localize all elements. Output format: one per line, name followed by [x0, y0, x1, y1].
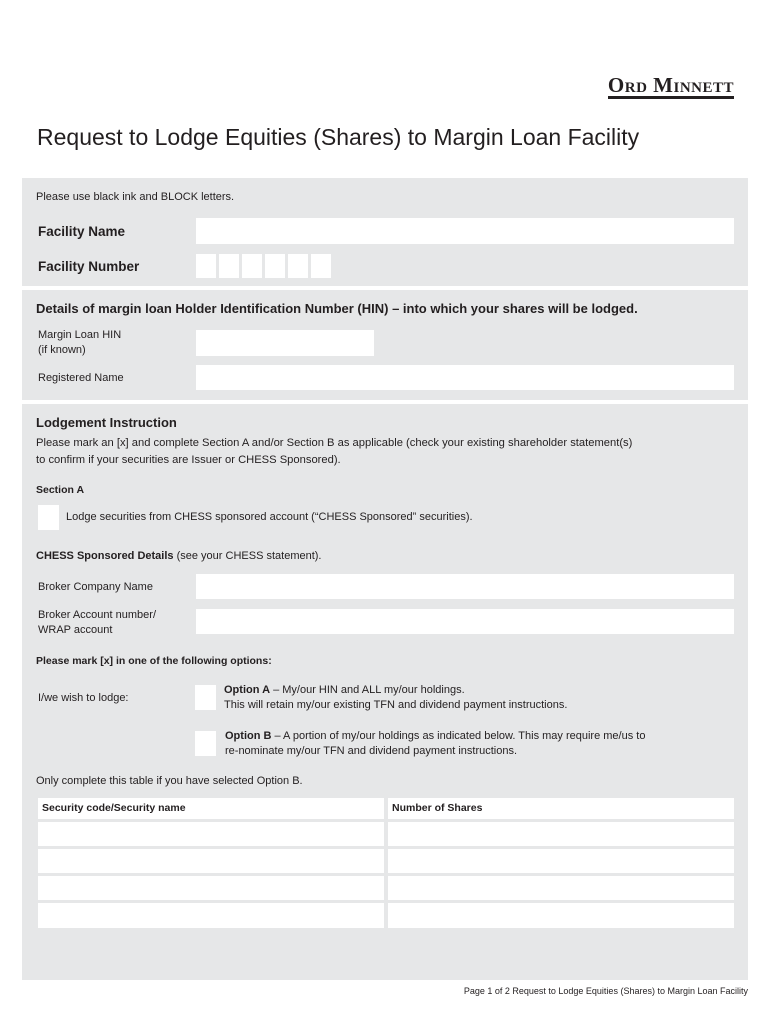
margin-hin-field[interactable] — [196, 330, 374, 356]
table-row-4-security[interactable] — [38, 903, 384, 928]
broker-account-field[interactable] — [196, 609, 734, 634]
option-b-checkbox[interactable] — [195, 731, 216, 756]
mark-options-label: Please mark [x] in one of the following options: — [36, 655, 272, 667]
wish-to-lodge-label: I/we wish to lodge: — [38, 692, 129, 704]
facility-number-box-6[interactable] — [311, 254, 331, 278]
lodgement-panel — [22, 404, 748, 980]
facility-number-box-1[interactable] — [196, 254, 216, 278]
lodgement-instruction-2: to confirm if your securities are Issuer or CHESS Sponsored). — [36, 454, 341, 466]
hin-panel — [22, 290, 748, 400]
option-b-line-2: re-nominate my/our TFN and dividend payment instructions. — [225, 745, 518, 757]
hin-heading: Details of margin loan Holder Identification Number (HIN) – into which your shares will be lodged. — [36, 301, 638, 316]
facility-name-field[interactable] — [196, 218, 734, 244]
facility-panel — [22, 178, 748, 286]
broker-company-field[interactable] — [196, 574, 734, 599]
table-row-3-shares[interactable] — [388, 876, 734, 900]
table-note: Only complete this table if you have selected Option B. — [36, 775, 303, 787]
registered-name-label: Registered Name — [38, 372, 124, 384]
chess-details-heading: CHESS Sponsored Details (see your CHESS statement). — [36, 550, 322, 562]
broker-account-label-1: Broker Account number/ — [38, 609, 157, 621]
facility-number-box-3[interactable] — [242, 254, 262, 278]
facility-name-label: Facility Name — [38, 224, 126, 239]
table-row-2-security[interactable] — [38, 849, 384, 873]
facility-number-box-4[interactable] — [265, 254, 285, 278]
facility-number-box-5[interactable] — [288, 254, 308, 278]
table-header-shares: Number of Shares — [388, 798, 734, 819]
facility-number-label: Facility Number — [38, 259, 140, 274]
broker-account-label-2: WRAP account — [38, 624, 113, 636]
section-a-label: Section A — [36, 484, 85, 496]
page-title: Request to Lodge Equities (Shares) to Margin Loan Facility — [37, 124, 640, 150]
ink-instruction: Please use black ink and BLOCK letters. — [36, 191, 235, 203]
lodgement-heading: Lodgement Instruction — [36, 415, 177, 430]
page-footer: Page 1 of 2 Request to Lodge Equities (Shares) to Margin Loan Facility — [463, 986, 748, 996]
table-row-2-shares[interactable] — [388, 849, 734, 873]
margin-hin-label-2: (if known) — [38, 344, 86, 356]
option-a-line-1: Option A – My/our HIN and ALL my/our holdings. — [224, 684, 465, 696]
table-row-4-shares[interactable] — [388, 903, 734, 928]
section-a-option-text: Lodge securities from CHESS sponsored account (“CHESS Sponsored” securities). — [66, 511, 473, 523]
table-row-1-security[interactable] — [38, 822, 384, 846]
table-row-3-security[interactable] — [38, 876, 384, 900]
option-b-line-1: Option B – A portion of my/our holdings as indicated below. This may require me/us to — [225, 730, 646, 742]
lodgement-instruction-1: Please mark an [x] and complete Section A and/or Section B as applicable (check your existing shareholder statement(s) — [36, 437, 633, 449]
option-a-line-2: This will retain my/our existing TFN and dividend payment instructions. — [224, 699, 568, 711]
brand-logo: Ord Minnett — [607, 73, 734, 97]
option-a-checkbox[interactable] — [195, 685, 216, 710]
table-row-1-shares[interactable] — [388, 822, 734, 846]
facility-number-box-2[interactable] — [219, 254, 239, 278]
margin-hin-label-1: Margin Loan HIN — [38, 329, 122, 341]
section-a-checkbox[interactable] — [38, 505, 59, 530]
table-header-security: Security code/Security name — [38, 798, 384, 819]
registered-name-field[interactable] — [196, 365, 734, 390]
broker-company-label: Broker Company Name — [38, 581, 153, 593]
